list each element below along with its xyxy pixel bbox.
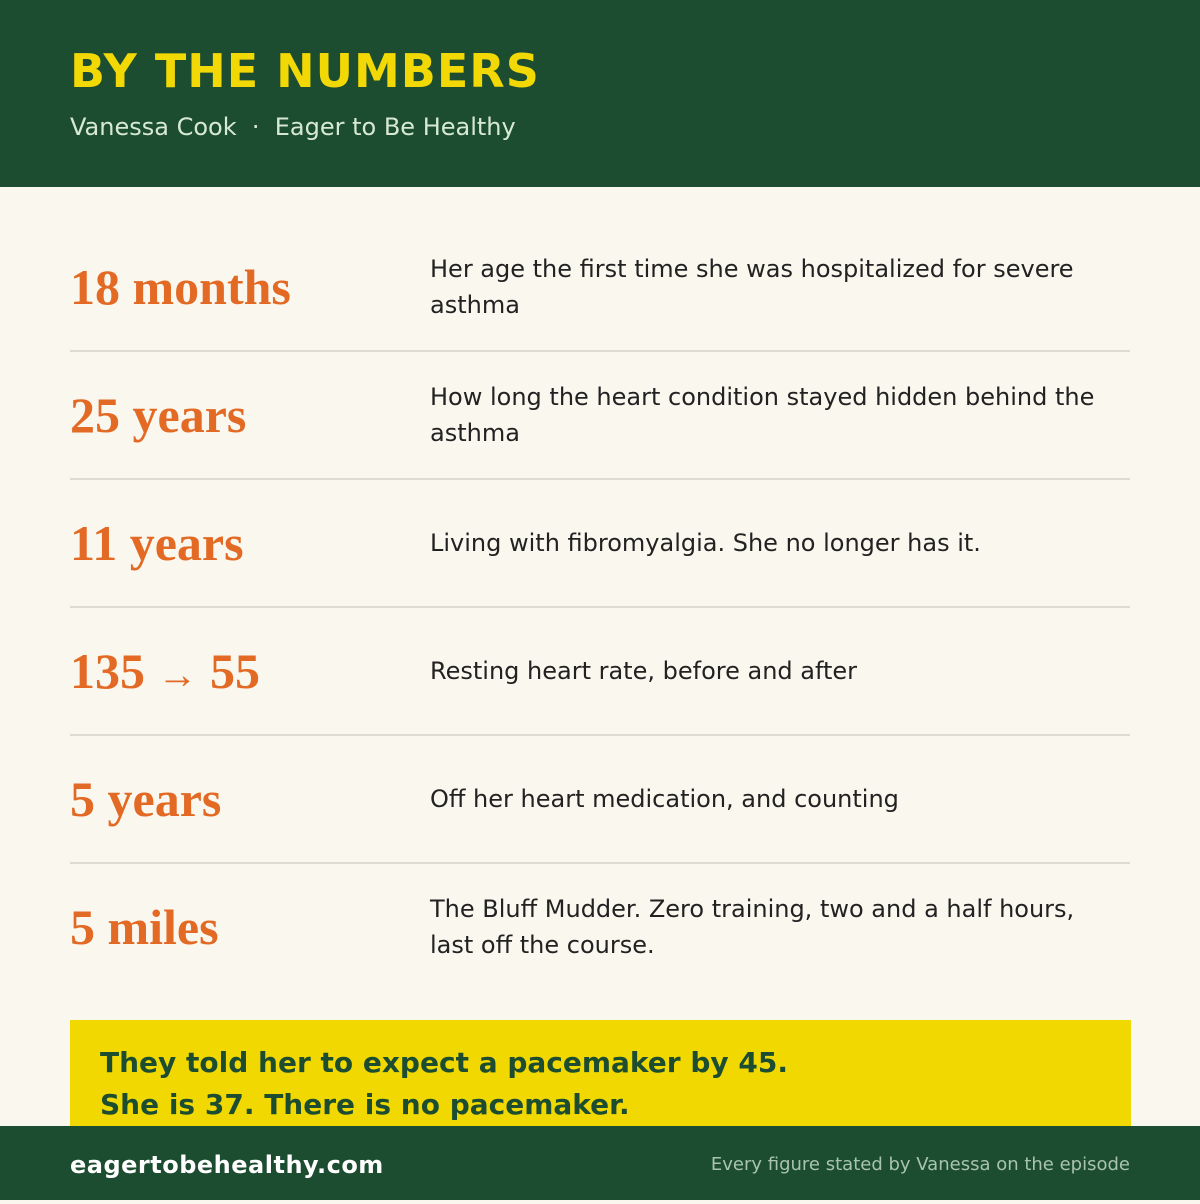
callout-box — [70, 1020, 1131, 1126]
stat-description: How long the heart condition stayed hidden behind the asthma — [430, 383, 1095, 447]
stat-description: Her age the first time she was hospitalized for severe asthma — [430, 255, 1074, 319]
stat-figure: 5 miles — [70, 899, 219, 955]
page-title: BY THE NUMBERS — [70, 44, 540, 98]
stat-figure-after: 55 — [210, 643, 260, 699]
stat-description: Off her heart medication, and counting — [430, 785, 899, 813]
callout-line-2: She is 37. There is no pacemaker. — [100, 1088, 630, 1121]
stat-row — [70, 608, 1130, 736]
stat-figure: 25 years — [70, 387, 247, 443]
stat-row — [70, 864, 1130, 992]
callout-line-1: They told her to expect a pacemaker by 45. — [100, 1046, 788, 1079]
stat-figure: 11 years — [70, 515, 244, 571]
stat-figure: 5 years — [70, 771, 222, 827]
stat-description: Resting heart rate, before and after — [430, 657, 858, 685]
stat-row — [70, 224, 1130, 352]
stat-row — [70, 736, 1130, 864]
stat-description: The Bluff Mudder. Zero training, two and a half hours, last off the course. — [430, 895, 1075, 959]
stat-figure: 18 months — [70, 259, 291, 315]
stat-description: Living with fibromyalgia. She no longer has it. — [430, 529, 981, 557]
stat-figure — [70, 608, 260, 734]
stat-row — [70, 352, 1130, 480]
footer — [0, 1126, 1200, 1200]
source-note: Every figure stated by Vanessa on the episode — [710, 1154, 1130, 1175]
website-link[interactable]: eagertobehealthy.com — [70, 1151, 384, 1179]
page-subtitle: Vanessa Cook · Eager to Be Healthy — [70, 113, 516, 141]
stat-row — [70, 480, 1130, 608]
callout-text — [100, 1042, 788, 1126]
stat-figure-before: 135 — [70, 643, 145, 699]
header — [0, 0, 1200, 187]
arrow-right-icon: → — [157, 652, 198, 697]
